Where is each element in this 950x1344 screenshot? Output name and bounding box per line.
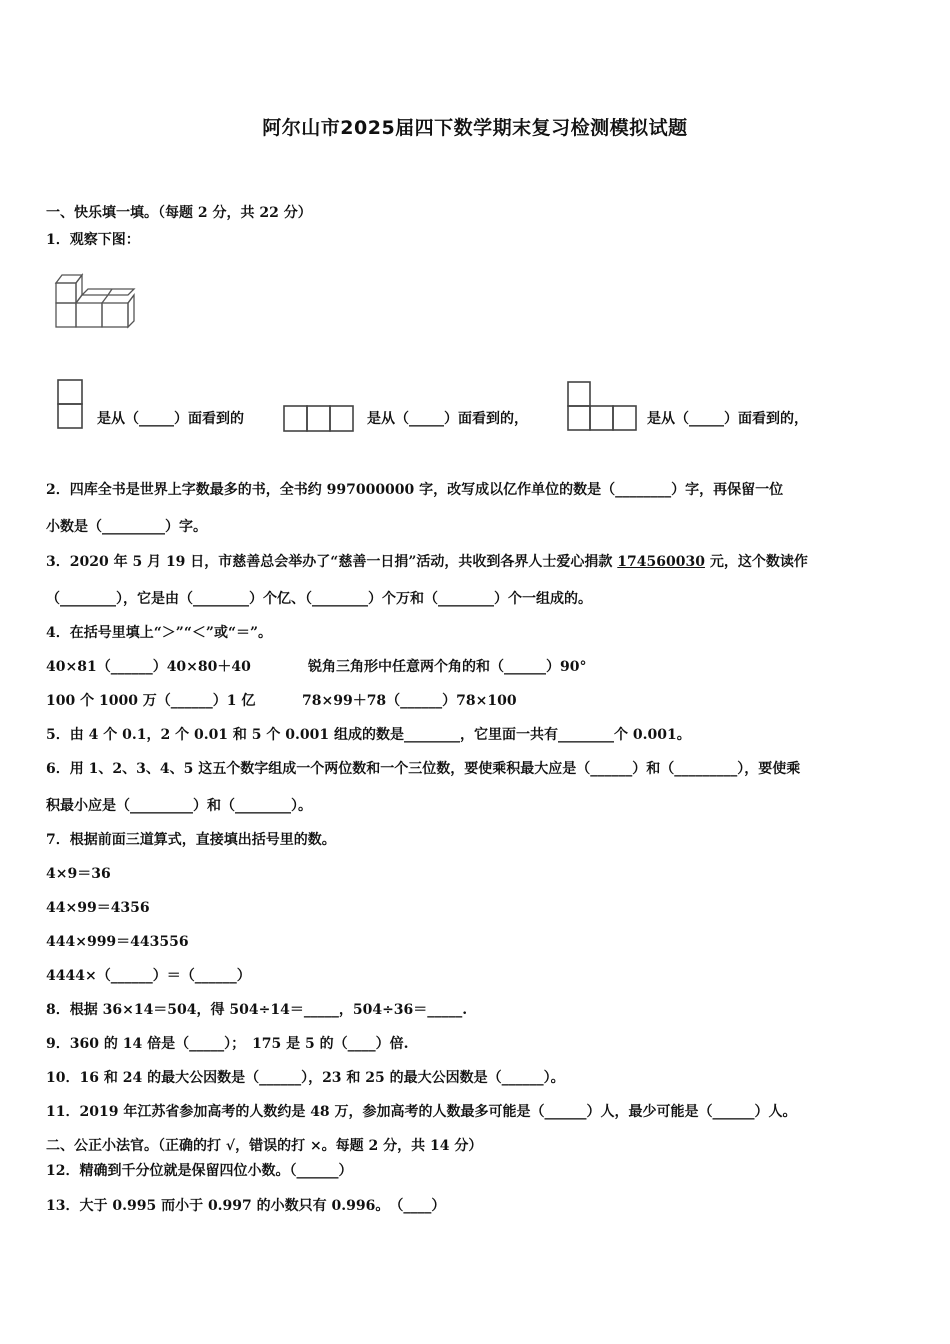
question-5: 5．由 4 个 0.1，2 个 0.01 和 5 个 0.001 组成的数是________，它里面一共有________个 0.001。: [46, 727, 691, 743]
question-6-line-1: 6．用 1、2、3、4、5 这五个数字组成一个两位数和一个三位数，要使乘积最大应是（______）和（_________），要使乘: [46, 761, 801, 777]
question-4-item-a: 40×81（______）40×80＋40: [46, 659, 251, 675]
question-2-line-1: 2．四库全书是世界上字数最多的书，全书约 997000000 字，改写成以亿作单位的数是（________）字，再保留一位: [46, 482, 784, 498]
view-1-label: 是从（_____）面看到的: [97, 411, 244, 427]
question-6-line-2: 积最小应是（_________）和（________）。: [46, 798, 312, 814]
question-3-line-1: [46, 551, 808, 571]
section-1-heading: 一、快乐填一填。（每题 2 分，共 22 分）: [46, 205, 312, 221]
question-7-eq-1: 4×9＝36: [46, 866, 111, 882]
question-7-eq-4: 4444×（______）＝（______）: [46, 968, 251, 984]
question-4-prompt: 4．在括号里填上“＞”“＜”或“＝”。: [46, 625, 273, 641]
question-3-text-a: 3．2020 年 5 月 19 日，市慈善总会举办了“慈善一日捐”活动，共收到各界人士爱心捐款: [46, 554, 618, 570]
question-1-prompt: 1．观察下图：: [46, 232, 140, 248]
question-2-line-2: 小数是（_________）字。: [46, 519, 207, 535]
view-3-label: 是从（_____）面看到的，: [647, 411, 808, 427]
donation-amount: 174560030: [617, 554, 705, 570]
question-13: 13．大于 0.995 而小于 0.997 的小数只有 0.996。 （____）: [46, 1198, 446, 1214]
question-11: 11．2019 年江苏省参加高考的人数约是 48 万，参加高考的人数最多可能是（______）人，最少可能是（______）人。: [46, 1104, 797, 1120]
question-9: 9．360 的 14 倍是（_____）； 175 是 5 的（____）倍.: [46, 1036, 409, 1052]
view-2-figure: [283, 404, 355, 434]
view-3-figure: [566, 380, 640, 434]
view-2-label: 是从（_____）面看到的，: [367, 411, 528, 427]
question-7-eq-3: 444×999＝443556: [46, 934, 189, 950]
question-12: 12．精确到千分位就是保留四位小数。（______）: [46, 1163, 353, 1179]
cube-figure: [50, 265, 140, 333]
question-4-item-b: 锐角三角形中任意两个角的和（______）90°: [308, 659, 587, 675]
question-3-text-b: 元，这个数读作: [704, 554, 808, 570]
question-7-eq-2: 44×99＝4356: [46, 900, 150, 916]
question-3-line-2: （________），它是由（________）个亿、（________）个万和（________）个一组成的。: [46, 591, 592, 607]
question-8: 8．根据 36×14＝504，得 504÷14＝_____，504÷36＝_____.: [46, 1002, 468, 1018]
question-10: 10．16 和 24 的最大公因数是（______），23 和 25 的最大公因数是（______）。: [46, 1070, 565, 1086]
question-7-prompt: 7．根据前面三道算式，直接填出括号里的数。: [46, 832, 336, 848]
question-4-item-c: 100 个 1000 万（______）1 亿: [46, 693, 256, 709]
view-1-figure: [56, 378, 86, 430]
question-4-item-d: 78×99＋78（______）78×100: [302, 693, 517, 709]
section-2-heading: 二、公正小法官。（正确的打 √，错误的打 ×。每题 2 分，共 14 分）: [46, 1138, 483, 1154]
page-title: 阿尔山市2025届四下数学期末复习检测模拟试题: [262, 117, 688, 139]
